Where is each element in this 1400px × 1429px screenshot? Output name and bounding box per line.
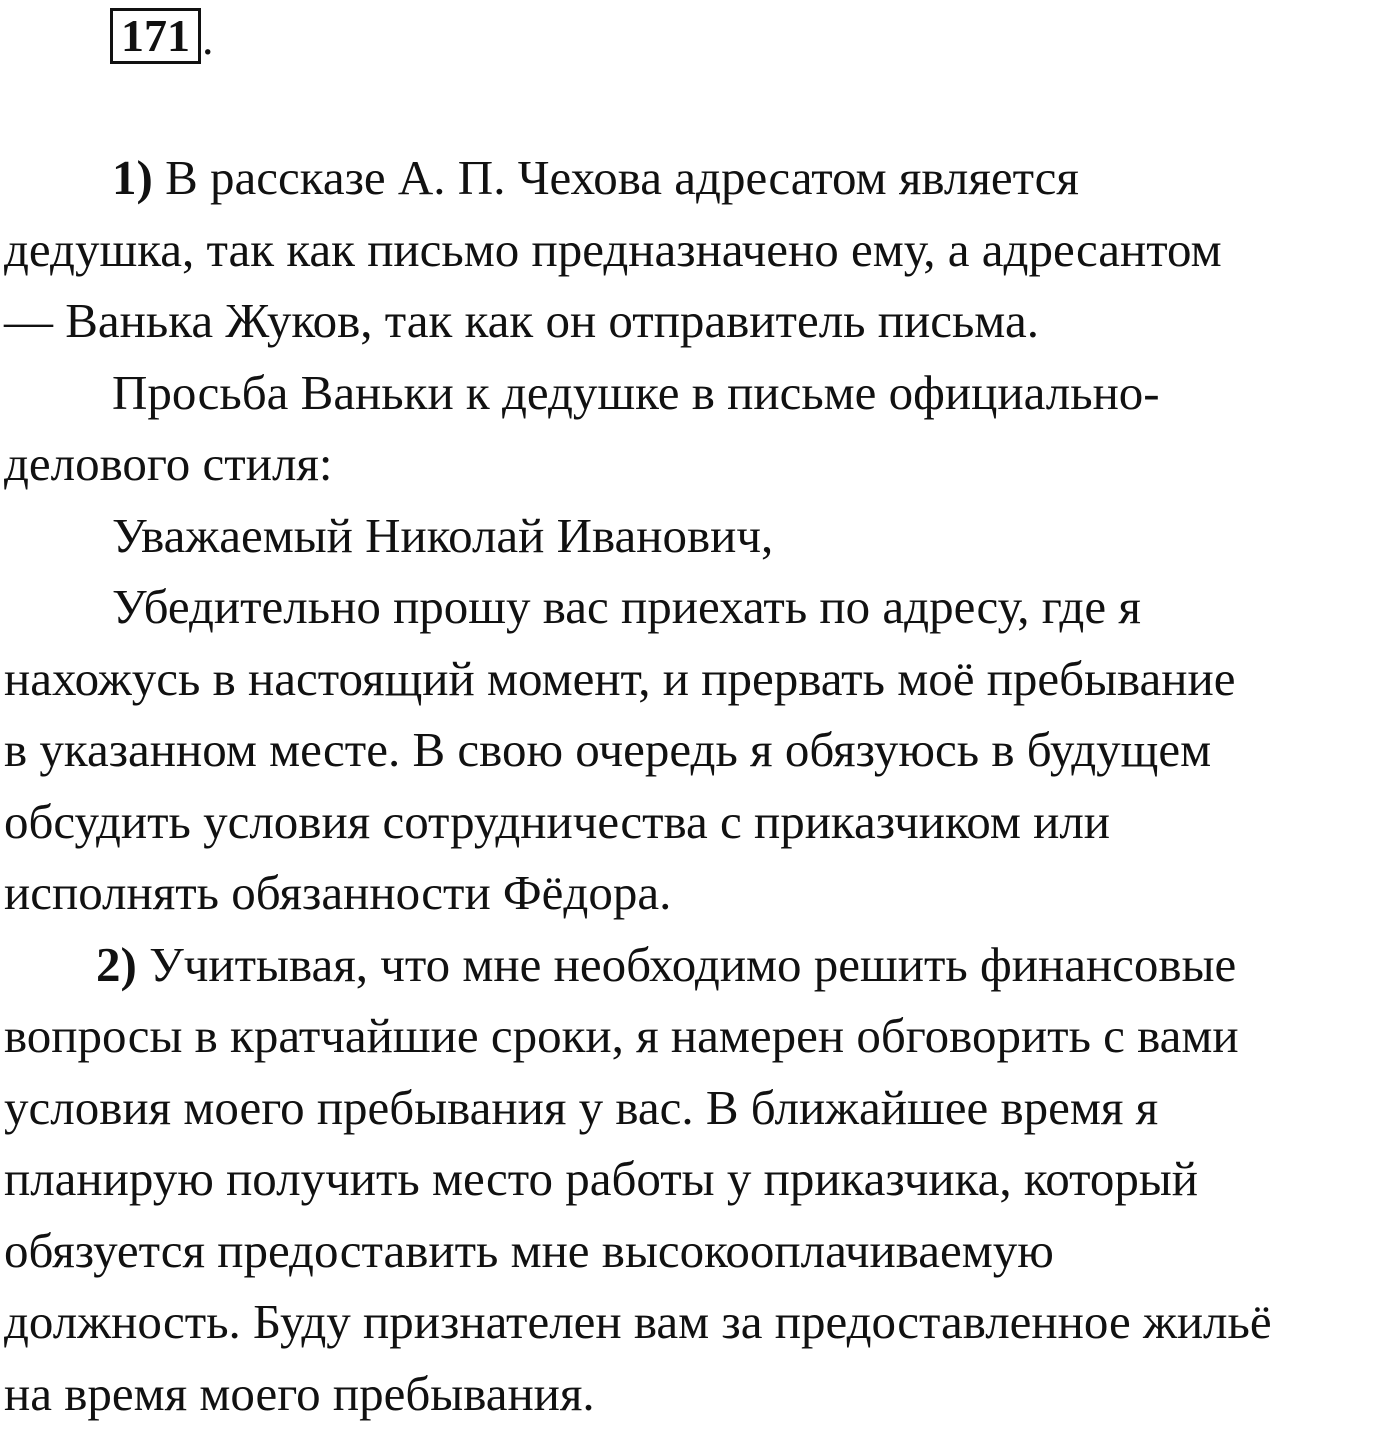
task-number: 171 — [110, 8, 201, 64]
text-line: на время моего пребывания. — [4, 1358, 1396, 1429]
text-line: — Ванька Жуков, так как он отправитель письма. — [4, 285, 1396, 357]
item-marker: 2) — [96, 937, 137, 992]
text-line — [4, 142, 1396, 214]
text-line: Просьба Ваньки к дедушке в письме официально- — [4, 357, 1396, 429]
line-text: В рассказе А. П. Чехова адресатом является — [153, 150, 1079, 205]
text-line: делового стиля: — [4, 428, 1396, 500]
text-line: должность. Буду признателен вам за предоставленное жильё — [4, 1286, 1396, 1358]
text-line: дедушка, так как письмо предназначено ему, а адресантом — [4, 214, 1396, 286]
text-line: в указанном месте. В свою очередь я обязуюсь в будущем — [4, 714, 1396, 786]
text-line: нахожусь в настоящий момент, и прервать моё пребывание — [4, 643, 1396, 715]
text-line — [4, 929, 1396, 1001]
text-line: вопросы в кратчайшие сроки, я намерен обговорить с вами — [4, 1000, 1396, 1072]
answer-text — [4, 142, 1396, 1429]
line-text: Учитывая, что мне необходимо решить финансовые — [137, 937, 1236, 992]
text-line: обсудить условия сотрудничества с приказчиком или — [4, 786, 1396, 858]
item-marker: 1) — [112, 150, 153, 205]
text-line: обязуется предоставить мне высокооплачиваемую — [4, 1215, 1396, 1287]
task-header — [110, 8, 214, 64]
text-line: Убедительно прошу вас приехать по адресу, где я — [4, 571, 1396, 643]
task-number-dot: . — [202, 14, 214, 64]
text-line: Уважаемый Николай Иванович, — [4, 500, 1396, 572]
text-line: исполнять обязанности Фёдора. — [4, 857, 1396, 929]
text-line: планирую получить место работы у приказчика, который — [4, 1143, 1396, 1215]
text-line: условия моего пребывания у вас. В ближайшее время я — [4, 1072, 1396, 1144]
